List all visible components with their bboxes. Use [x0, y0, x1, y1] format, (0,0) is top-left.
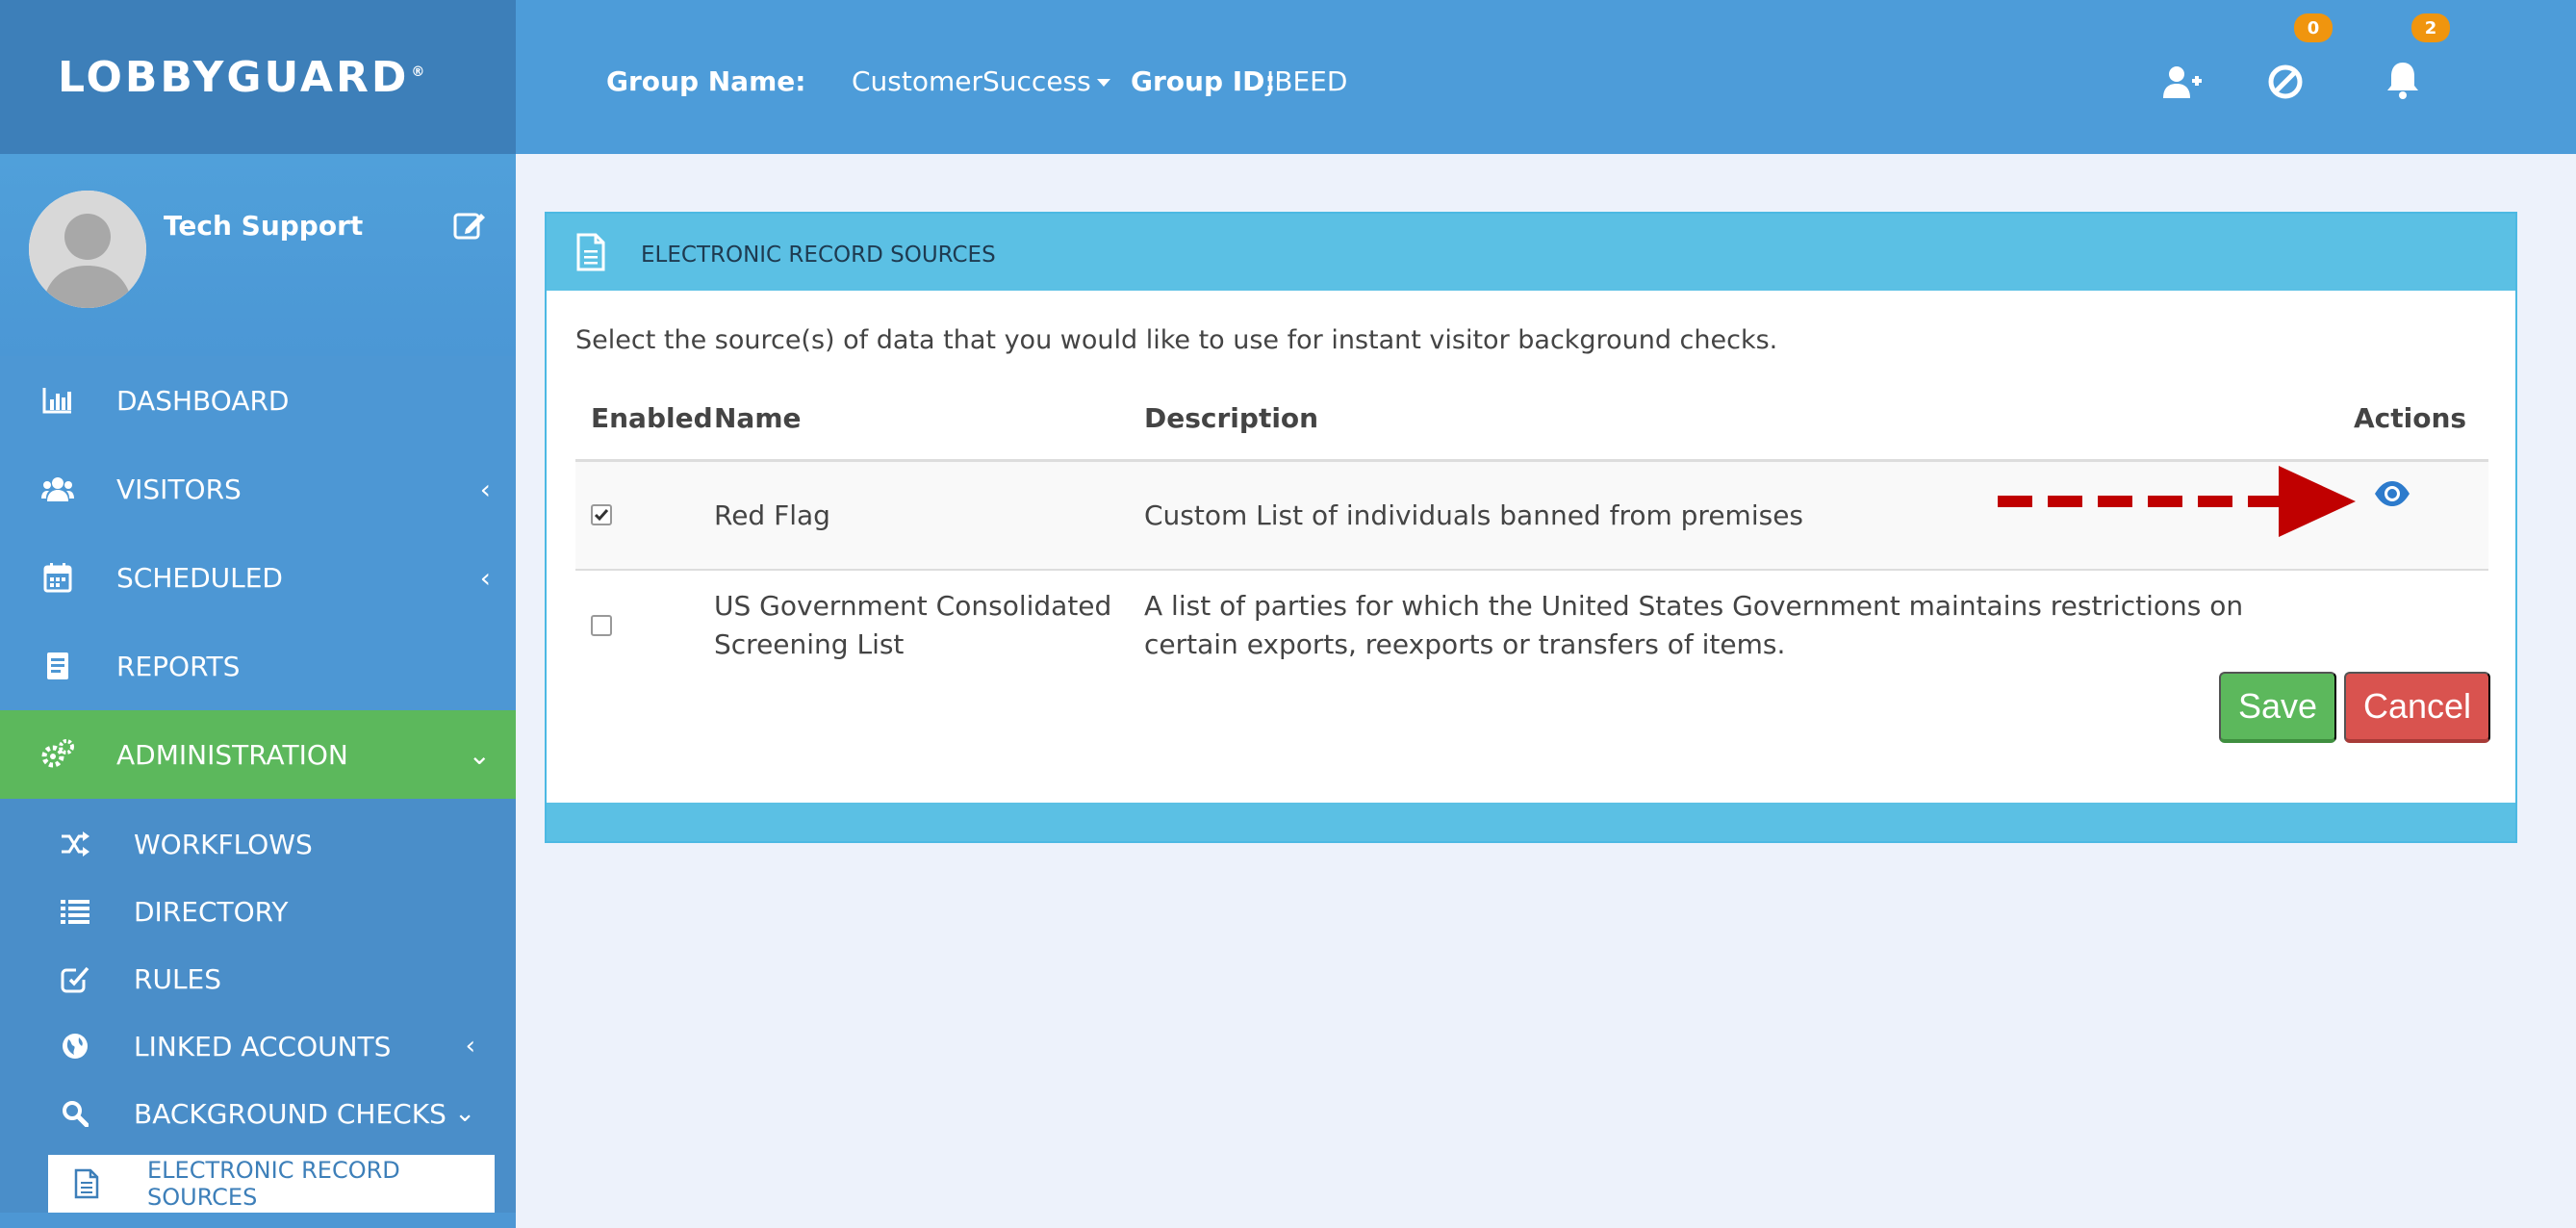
source-name: Red Flag — [714, 460, 1144, 570]
users-icon — [40, 472, 75, 506]
source-name: US Government Consolidated Screening List — [714, 589, 1112, 660]
sidebar-item-rules[interactable] — [0, 945, 516, 1012]
logo-trademark: ® — [411, 64, 428, 80]
enabled-cell — [575, 460, 714, 570]
group-name-value: CustomerSuccess — [852, 65, 1091, 97]
caret-down-icon — [1097, 79, 1110, 87]
sidebar-item-label: BACKGROUND CHECKS — [134, 1097, 446, 1130]
panel-intro-text: Select the source(s) of data that you would like to use for instant visitor background checks. — [575, 325, 1778, 355]
nav-label: REPORTS — [116, 650, 241, 682]
sidebar-item-linked-accounts[interactable] — [0, 1012, 516, 1080]
user-silhouette-icon — [29, 191, 146, 308]
table-row — [575, 570, 2488, 679]
save-button[interactable]: Save — [2219, 672, 2336, 743]
logo-area — [0, 0, 516, 154]
profile-name: Tech Support — [164, 210, 364, 242]
document-icon — [73, 1168, 100, 1199]
search-icon — [58, 1096, 92, 1131]
notifications-count-badge: 2 — [2411, 13, 2450, 42]
shuffle-icon — [58, 827, 92, 861]
checkmark-icon — [593, 506, 610, 524]
sidebar-item-label: RULES — [134, 962, 222, 995]
eye-icon[interactable] — [2373, 479, 2411, 508]
blocked-count-badge: 0 — [2294, 13, 2333, 42]
sidebar-item-label: LINKED ACCOUNTS — [134, 1030, 392, 1062]
nav-label: SCHEDULED — [116, 561, 283, 594]
document-icon — [575, 233, 606, 271]
table-header-row — [575, 377, 2488, 460]
chevron-down-icon: ⌄ — [468, 738, 491, 771]
user-profile — [0, 154, 516, 356]
panel-footer — [547, 803, 2515, 841]
bar-chart-icon — [40, 383, 75, 418]
chevron-left-icon: ‹ — [465, 1032, 475, 1061]
sidebar-item-background-checks[interactable] — [0, 1080, 516, 1147]
ban-icon[interactable] — [2267, 64, 2304, 100]
nav-item-administration[interactable] — [0, 710, 516, 799]
bell-icon[interactable] — [2385, 60, 2421, 100]
panel-title: ELECTRONIC RECORD SOURCES — [641, 243, 996, 268]
column-header-name: Name — [714, 377, 1144, 460]
globe-icon — [58, 1029, 92, 1063]
group-name-label: Group Name: — [606, 65, 806, 97]
nav-label: VISITORS — [116, 473, 242, 505]
sidebar-item-workflows[interactable] — [0, 810, 516, 878]
add-user-icon[interactable] — [2161, 62, 2204, 104]
calendar-icon — [40, 560, 75, 595]
nav-label: DASHBOARD — [116, 384, 290, 417]
group-id-label: Group ID: — [1131, 65, 1276, 97]
panel-header — [547, 214, 2515, 291]
nav-item-reports[interactable] — [0, 622, 516, 710]
enabled-checkbox[interactable] — [591, 504, 612, 525]
main-nav — [0, 356, 516, 799]
chevron-left-icon: ‹ — [479, 473, 491, 505]
group-name-dropdown[interactable] — [852, 65, 1110, 97]
logo[interactable] — [58, 53, 427, 102]
top-header — [516, 0, 2576, 154]
column-header-actions: Actions — [2354, 377, 2488, 460]
sidebar-item-label: ELECTRONIC RECORD SOURCES — [147, 1157, 400, 1211]
electronic-record-sources-panel — [545, 212, 2517, 843]
edit-check-icon — [58, 961, 92, 996]
list-icon — [58, 894, 92, 929]
avatar[interactable] — [29, 191, 146, 308]
sidebar-item-electronic-record-sources[interactable] — [48, 1155, 495, 1213]
nav-item-visitors[interactable] — [0, 445, 516, 533]
enabled-checkbox[interactable] — [591, 615, 612, 636]
source-description: A list of parties for which the United States Government maintains restrictions on certain exports, reexports or transfers of items. — [1144, 589, 2244, 660]
sidebar — [0, 0, 516, 1228]
column-header-enabled: Enabled — [575, 377, 714, 460]
nav-item-dashboard[interactable] — [0, 356, 516, 445]
source-description: Custom List of individuals banned from premises — [1144, 460, 2354, 570]
edit-icon[interactable] — [452, 208, 487, 243]
group-id-value: JBEED — [1266, 65, 1348, 97]
chevron-left-icon: ‹ — [479, 561, 491, 594]
logo-text: LOBBYGUARD — [58, 52, 410, 102]
sidebar-item-directory[interactable] — [0, 878, 516, 945]
admin-sub-nav — [0, 799, 516, 1213]
report-icon — [40, 649, 75, 683]
annotation-arrow — [1994, 460, 2359, 537]
cancel-button[interactable]: Cancel — [2344, 672, 2490, 743]
cogs-icon — [40, 737, 75, 772]
actions-cell — [2354, 460, 2488, 570]
chevron-down-icon: ⌄ — [454, 1099, 475, 1128]
column-header-description: Description — [1144, 377, 2354, 460]
nav-item-scheduled[interactable] — [0, 533, 516, 622]
sidebar-item-label: DIRECTORY — [134, 895, 289, 928]
sidebar-item-label: WORKFLOWS — [134, 828, 313, 860]
nav-label: ADMINISTRATION — [116, 738, 348, 771]
enabled-cell — [575, 570, 714, 679]
